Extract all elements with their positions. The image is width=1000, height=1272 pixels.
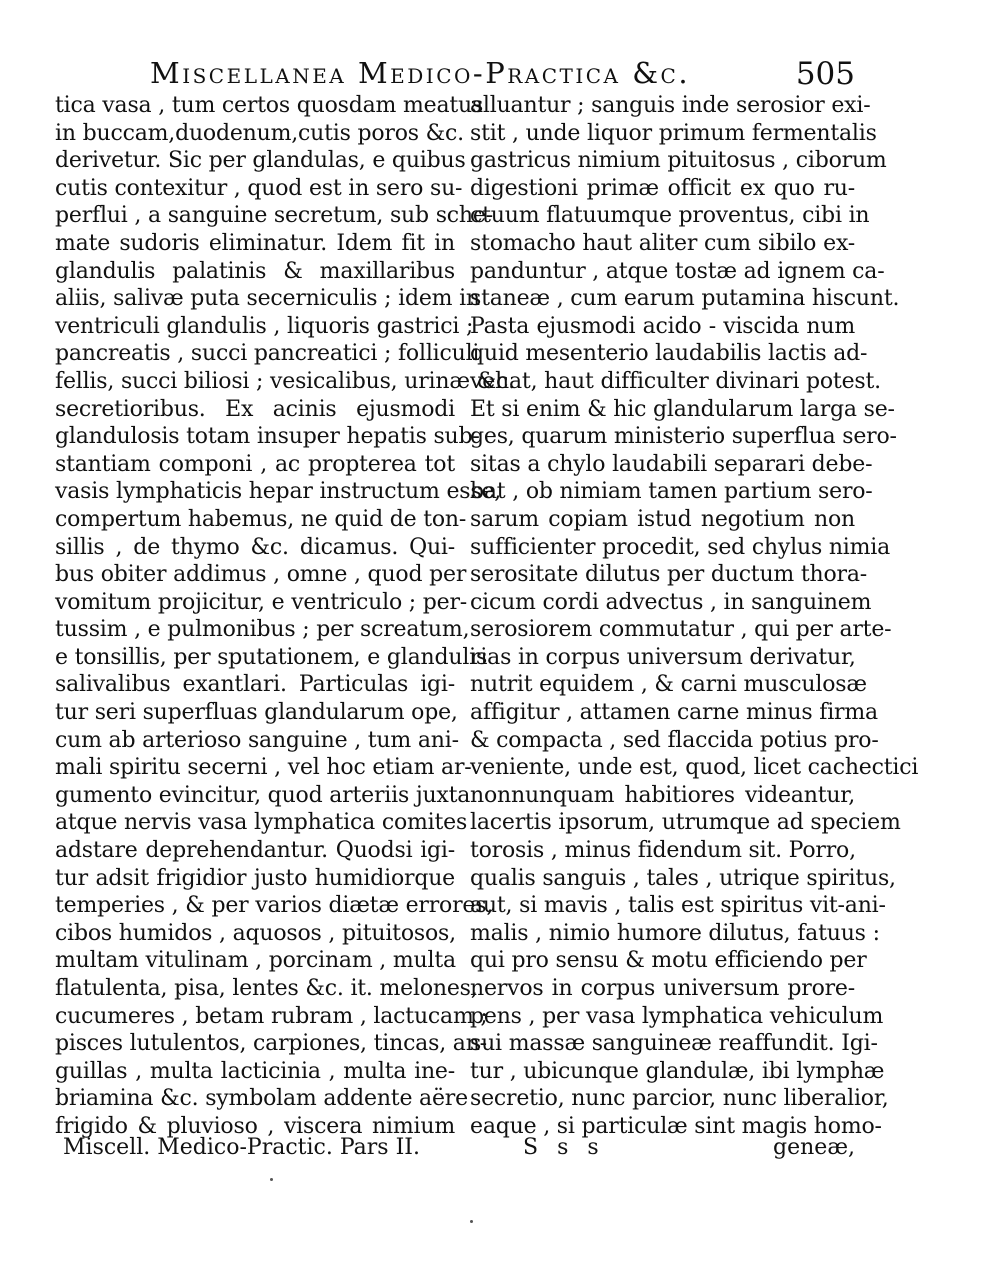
text-line: sitas a chylo laudabili separari debe- [470,451,873,477]
text-line: serositate dilutus per ductum thora- [470,562,867,588]
text-line: vasis lymphaticis hepar instructum esse, [55,479,502,505]
text-line: flatulenta, pisa, lentes &c. it. melones, [55,976,478,1001]
left-text-column [55,92,515,1141]
text-line: cicum cordi advectus , in sanguinem [470,589,872,615]
page-number: 505 [795,56,855,92]
text-line: stit , unde liquor primum fermentalis [470,120,877,146]
text-line: veniente, unde est, quod, licet cachectici [470,755,919,781]
text-line: guillas , multa lacticinia , multa ine- [55,1058,455,1084]
text-line: nonnunquam habitiores videantur, [470,782,855,808]
text-line: glandulis palatinis & maxillaribus [55,258,455,284]
text-line: tur adsit frigidior justo humidiorque [55,865,455,891]
ink-speck [270,1178,273,1181]
text-line: cibos humidos , aquosos , pituitosos, [55,920,456,946]
text-line: lacertis ipsorum, utrumque ad speciem [470,810,901,836]
text-line: e tonsillis, per sputationem, e glandulis [55,644,488,670]
text-line: staneæ , cum earum putamina hiscunt. [470,286,900,312]
text-line: qualis sanguis , tales , utrique spiritus, [470,865,896,891]
text-line: tica vasa , tum certos quosdam meatus [55,93,484,118]
text-line: qui pro sensu & motu efficiendo per [470,948,867,974]
running-title: Miscellanea Medico-Practica &c. [150,56,691,90]
text-line: aut, si mavis , talis est spiritus vit-ani- [470,893,886,919]
text-line: rias in corpus universum derivatur, [470,644,856,670]
text-line: adstare deprehendantur. Quodsi igi- [55,838,455,864]
text-line: cucumeres , betam rubram , lactucam ; [55,1003,488,1029]
text-line: in buccam,duodenum,cutis poros &c. [55,120,464,146]
text-line: quid mesenterio laudabilis lactis ad- [470,341,868,367]
text-line: Pasta ejusmodi acido - viscida num [470,313,855,339]
text-line: sarum copiam istud negotium non [470,506,855,532]
text-line: vomitum projicitur, e ventriculo ; per- [55,589,468,615]
text-line: sillis , de thymo &c. dicamus. Qui- [55,534,455,560]
text-line: fellis, succi biliosi ; vesicalibus, urinæ &c. [55,368,515,394]
text-line: pancreatis , succi pancreatici ; folliculi [55,341,480,367]
text-line: cum ab arterioso sanguine , tum ani- [55,727,459,753]
text-line: malis , nimio humore dilutus, fatuus : [470,920,880,946]
text-line: glandulosis totam insuper hepatis sub- [55,424,480,450]
text-line: eaque , si particulæ sint magis homo- [470,1113,882,1139]
text-line: & compacta , sed flaccida potius pro- [470,727,879,753]
right-text-column [470,92,919,1141]
text-line: sui massæ sanguineæ reaffundit. Igi- [470,1031,878,1057]
text-line: sufficienter procedit, sed chylus nimia [470,534,891,560]
text-line: bus obiter addimus , omne , quod per [55,562,467,588]
text-line: stantiam componi , ac propterea tot [55,451,455,477]
text-line: tur seri superfluas glandularum ope, [55,700,458,726]
text-line: salivalibus exantlari. Particulas igi- [55,672,455,698]
text-line: tur , ubicunque glandulæ, ibi lymphæ [470,1058,885,1084]
text-line: torosis , minus fidendum sit. Porro, [470,838,856,864]
text-line: frigido & pluvioso , viscera nimium [55,1113,455,1139]
text-line: vehat, haut difficulter divinari potest. [470,368,881,394]
text-line: atque nervis vasa lymphatica comites [55,810,468,836]
text-line: aliis, salivæ puta secerniculis ; idem in [55,286,480,312]
text-line: pisces lutulentos, carpiones, tincas, an- [55,1031,487,1057]
text-line: pens , per vasa lymphatica vehiculum [470,1003,884,1029]
text-line: stomacho haut aliter cum sibilo ex- [470,230,855,256]
text-line: affigitur , attamen carne minus firma [470,700,878,726]
text-line: ges, quarum ministerio superflua sero- [470,424,897,450]
text-line: gastricus nimium pituitosus , ciborum [470,148,887,174]
text-line: temperies , & per varios diætæ errores, [55,893,494,919]
ink-speck [470,1220,473,1223]
text-line: tussim , e pulmonibus ; per screatum, [55,617,470,643]
text-line: secretioribus. Ex acinis ejusmodi [55,396,455,422]
text-line: digestioni primæ officit ex quo ru- [470,175,855,201]
text-line: multam vitulinam , porcinam , multa [55,948,456,974]
text-line: bat , ob nimiam tamen partium sero- [470,479,873,505]
text-line: cutis contexitur , quod est in sero su- [55,175,463,201]
text-line: ventriculi glandulis , liquoris gastrici ; [55,313,474,339]
text-line: mali spiritu secerni , vel hoc etiam ar- [55,755,472,781]
text-line: nutrit equidem , & carni musculosæ [470,672,867,698]
text-line: panduntur , atque tostæ ad ignem ca- [470,258,885,284]
text-line: alluantur ; sanguis inde serosior exi- [470,93,871,118]
text-line: briamina &c. symbolam addente aëre [55,1086,468,1112]
text-line: nervos in corpus universum prore- [470,976,855,1001]
text-line: gumento evincitur, quod arteriis juxta [55,782,471,808]
signature-mark: S s s [523,1135,605,1160]
text-line: serosiorem commutatur , qui per arte- [470,617,892,643]
text-line: mate sudoris eliminatur. Idem fit in [55,230,455,256]
signature-line: Miscell. Medico-Practic. Pars II. [63,1135,420,1160]
text-line: derivetur. Sic per glandulas, e quibus [55,148,466,174]
text-line: compertum habemus, ne quid de ton- [55,506,467,532]
text-line: secretio, nunc parcior, nunc liberalior, [470,1086,889,1112]
text-line: Et si enim & hic glandularum larga se- [470,396,895,422]
catchword: geneæ, [773,1135,855,1160]
text-line: perflui , a sanguine secretum, sub sche- [55,203,493,229]
text-line: ctuum flatuumque proventus, cibi in [470,203,870,229]
page-footer [55,1135,855,1169]
